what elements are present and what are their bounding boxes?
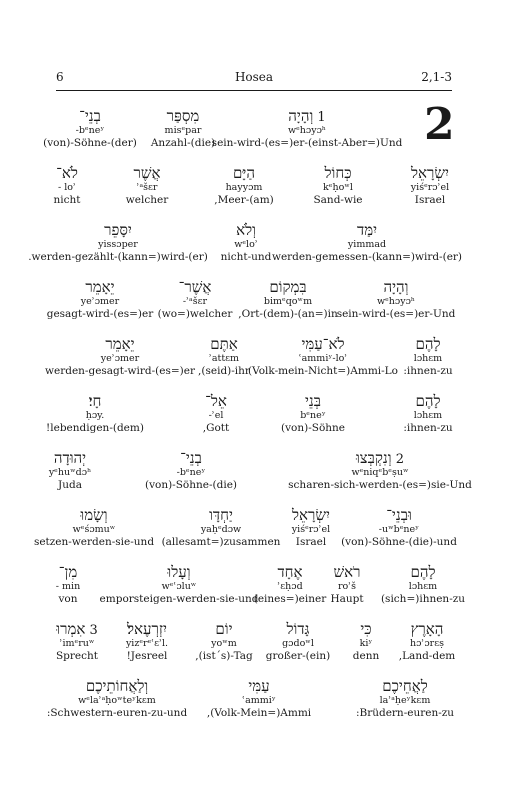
hebrew-word — [337, 279, 456, 296]
german-gloss: scharen-sich-werden-(es=)sie-Und — [288, 479, 472, 491]
hebrew-text: כִּי — [360, 620, 372, 638]
interlinear-line — [46, 278, 456, 335]
interlinear-line — [48, 449, 472, 506]
german-gloss: werden-gemessen-(kann=)wird-(er) — [271, 251, 463, 263]
german-gloss: (wo=)welcher — [157, 308, 233, 320]
word-column — [49, 450, 91, 492]
transliteration: lɔhɛm — [413, 410, 443, 421]
german-gloss: (allesamt=)zusammen — [161, 536, 281, 548]
transliteration: hayyɔm — [225, 182, 263, 193]
interlinear-line — [50, 621, 454, 677]
hebrew-text: לָהֶם — [410, 563, 436, 581]
hebrew-text: אַתֶּם — [210, 335, 238, 353]
hebrew-text: יְהוּדָה — [53, 449, 87, 467]
transliteration: roʾš — [337, 581, 357, 592]
hebrew-word — [56, 564, 80, 581]
word-column — [399, 621, 456, 663]
book-title: Hosea — [234, 70, 274, 84]
hebrew-word — [47, 678, 187, 695]
transliteration: yiśᵉrɔʾel — [410, 182, 450, 193]
transliteration: yeʾɔmer — [100, 353, 140, 364]
german-gloss: ,Meer-(am) — [214, 194, 274, 206]
transliteration: -ʾel — [208, 410, 224, 421]
transliteration: misᵉpar — [164, 125, 202, 136]
hebrew-text: יַחְדָּו — [209, 506, 233, 524]
hebrew-text: לַאֲחֵיכֶם — [382, 677, 428, 695]
word-column — [56, 621, 98, 663]
hebrew-word — [46, 393, 144, 410]
hebrew-text: הָאָרֶץ — [410, 620, 444, 638]
hebrew-text: מִסְפַּר — [166, 107, 200, 125]
hebrew-word — [266, 621, 330, 638]
german-gloss: (von)-Söhne-(der) — [43, 137, 137, 149]
hebrew-text: לֹא־עַמִּי — [301, 335, 345, 353]
hebrew-text: יוֹם — [215, 620, 233, 638]
hebrew-word — [126, 621, 168, 638]
transliteration: -uʷbᵉneʸ — [378, 524, 420, 535]
german-gloss: nicht — [53, 194, 81, 206]
interlinear-line — [43, 107, 454, 164]
transliteration: laʾᵃḥeʸkɛm — [379, 695, 431, 706]
word-column — [238, 279, 338, 321]
hebrew-text: וְשָׂמוּ — [80, 506, 108, 524]
transliteration: wᵉlaʾᵃḥoʷteʸkɛm — [78, 695, 156, 706]
transliteration: bᵉneʸ — [300, 410, 326, 421]
transliteration: yimmad — [347, 239, 387, 250]
hebrew-word — [54, 165, 81, 182]
hebrew-text: וְלֹא — [236, 221, 256, 239]
word-column — [356, 678, 454, 720]
hebrew-word — [403, 336, 452, 353]
word-column — [56, 564, 80, 606]
hebrew-text: יִמַּד — [356, 221, 378, 239]
transliteration: ʿammiʸ-loʾ — [298, 353, 348, 364]
german-gloss: ,(Volk-Mein=)Ammi — [206, 707, 312, 719]
hebrew-word — [212, 108, 403, 125]
german-gloss: gesagt-wird-(es=)er — [46, 308, 154, 320]
transliteration: wᵉniqᵉbᵉṣuʷ — [351, 467, 409, 478]
word-column — [126, 621, 168, 663]
interlinear-line — [33, 506, 457, 563]
hebrew-text: בְנֵי־ — [79, 107, 101, 125]
german-gloss: :ihnen-zu — [403, 422, 453, 434]
hebrew-word — [341, 507, 457, 524]
hebrew-word — [43, 108, 137, 125]
word-column — [145, 450, 237, 492]
hebrew-word — [126, 165, 168, 182]
word-column — [47, 279, 154, 321]
hebrew-word — [207, 678, 311, 695]
german-gloss: von — [58, 593, 78, 605]
hebrew-text: לֹא־ — [56, 164, 78, 182]
hebrew-word — [403, 393, 452, 410]
interlinear-line — [50, 165, 454, 221]
hebrew-word — [353, 621, 379, 638]
word-column — [34, 507, 154, 549]
hebrew-word — [151, 108, 215, 125]
hebrew-text: גָּדוֹל — [286, 620, 310, 638]
hebrew-word — [28, 222, 208, 239]
hebrew-text: אֲשֶׁר — [133, 164, 161, 182]
german-gloss: setzen-werden-sie-und — [33, 536, 155, 548]
transliteration: yiśᵉrɔʾel — [291, 524, 331, 535]
hebrew-word — [203, 393, 230, 410]
hebrew-text: עַמִּי — [248, 677, 270, 695]
german-gloss: Israel — [295, 536, 327, 548]
hebrew-word — [399, 621, 456, 638]
german-gloss: ,(ist´s)-Tag — [195, 650, 253, 662]
hebrew-word — [272, 222, 462, 239]
hebrew-text: וְלַאֲחוֹתֵיכֶם — [85, 677, 149, 695]
hebrew-text: מִן־ — [58, 563, 78, 581]
german-gloss: Sand-wie — [313, 194, 363, 206]
transliteration: kᵉḥoʷl — [323, 182, 353, 193]
word-column — [272, 222, 462, 264]
german-gloss: Sprecht — [55, 650, 99, 662]
interlinear-line — [45, 335, 454, 392]
german-gloss: (von)-Söhne-(die)-und — [341, 536, 457, 548]
german-gloss: (von)-Söhne-(die) — [144, 479, 238, 491]
word-column — [221, 222, 272, 264]
hebrew-word — [292, 507, 330, 524]
german-gloss: welcher — [125, 194, 169, 206]
german-gloss: Haupt — [330, 593, 364, 605]
hebrew-text: וְהָיָה — [288, 107, 314, 125]
chapter-number: 2 — [424, 99, 455, 150]
german-gloss: :ihnen-zu — [403, 365, 453, 377]
transliteration: yᵉhuʷdɔʰ — [48, 467, 92, 478]
transliteration: lɔhɛm — [408, 581, 438, 592]
hebrew-word — [356, 678, 454, 695]
transliteration: ḥɔy. — [85, 410, 105, 421]
transliteration: wᵉśɔmuʷ — [72, 524, 116, 535]
word-column — [266, 621, 330, 663]
hebrew-text: וְנִקְבְּצוּ — [355, 449, 392, 467]
german-gloss: :Schwestern-euren-zu-und — [46, 707, 188, 719]
verse-reference: 2,1-3 — [421, 70, 452, 84]
transliteration: -bᵉneʸ — [75, 125, 105, 136]
hebrew-word — [195, 621, 252, 638]
hebrew-word — [254, 564, 327, 581]
transliteration: kiʸ — [359, 638, 373, 649]
transliteration: hɔʾɔrɛṣ — [409, 638, 444, 649]
word-column — [248, 336, 398, 378]
interlinear-line — [46, 677, 455, 734]
transliteration: ʾattɛm — [208, 353, 240, 364]
word-column — [54, 165, 81, 207]
hebrew-word — [100, 564, 259, 581]
german-gloss: ,Gott — [202, 422, 230, 434]
hebrew-text: אֵל־ — [205, 392, 227, 410]
hebrew-word — [411, 165, 449, 182]
transliteration: -ʾᵃšɛr — [182, 296, 208, 307]
verse-number: 2 — [391, 452, 405, 467]
hebrew-word — [238, 279, 338, 296]
transliteration: - min — [55, 581, 81, 592]
transliteration: yeʾɔmer — [80, 296, 120, 307]
hebrew-text: אֲשֶׁר־ — [178, 278, 212, 296]
german-gloss: ,Ort-(dem)-(an=)in — [238, 308, 338, 320]
hebrew-word — [56, 621, 98, 638]
word-column — [47, 678, 187, 720]
page-number: 6 — [56, 70, 64, 84]
verse-number: 3 — [85, 623, 98, 638]
interlinear-line — [46, 392, 454, 449]
transliteration: yissɔper — [98, 239, 138, 250]
hebrew-word — [221, 222, 272, 239]
german-gloss: nicht-und — [220, 251, 272, 263]
german-gloss: emporsteigen-werden-sie-und — [99, 593, 259, 605]
word-column — [207, 678, 311, 720]
word-column — [330, 564, 363, 606]
transliteration: ʾᵃšɛr — [136, 182, 158, 193]
hebrew-word — [281, 393, 345, 410]
interlinear-line — [28, 221, 463, 278]
word-column — [337, 279, 456, 321]
hebrew-word — [162, 507, 281, 524]
hebrew-text: לָהֶם — [415, 392, 441, 410]
hebrew-text: הַיָּם — [233, 164, 255, 182]
hebrew-word — [330, 564, 363, 581]
hebrew-word — [198, 336, 250, 353]
transliteration: - loʾ — [58, 182, 76, 193]
hebrew-word — [145, 450, 237, 467]
hebrew-text: יֵאָמֵר — [85, 278, 115, 296]
german-gloss: .werden-gezählt-(kann=)wird-(er) — [28, 251, 208, 263]
word-column — [411, 165, 449, 207]
word-column — [45, 336, 195, 378]
transliteration: wᵉhɔyɔʰ — [376, 296, 416, 307]
hebrew-text: יִזְרְעֶאל׃ — [127, 620, 167, 638]
word-column — [28, 222, 208, 264]
german-gloss: sein-wird-(es=)er-(einst-Aber=)Und — [211, 137, 403, 149]
word-column — [162, 507, 281, 549]
verse-number: 1 — [313, 110, 326, 125]
transliteration: yoʷm — [211, 638, 237, 649]
hebrew-word — [381, 564, 465, 581]
hebrew-text: אֶחָד — [277, 563, 303, 581]
word-column — [381, 564, 465, 606]
hebrew-text: בִּמְקוֹם — [269, 278, 307, 296]
german-gloss: (eines=)einer — [253, 593, 327, 605]
word-column — [198, 336, 250, 378]
word-column — [212, 108, 403, 150]
hebrew-text: אִמְרוּ — [56, 620, 86, 638]
german-gloss: (sich=)ihnen-zu — [380, 593, 466, 605]
transliteration: yizᵉrᵉʿɛʾl. — [125, 638, 169, 649]
hebrew-text: יִשְׂרָאֵל — [411, 164, 449, 182]
hebrew-word — [214, 165, 274, 182]
hebrew-word — [34, 507, 154, 524]
hebrew-text: יֵאָמֵר — [105, 335, 135, 353]
transliteration: lɔhɛm — [413, 353, 443, 364]
transliteration: -bᵉneʸ — [176, 467, 206, 478]
hebrew-text: בְּנֵי — [304, 392, 322, 410]
hebrew-text: לָהֶם — [415, 335, 441, 353]
hebrew-word — [288, 450, 472, 467]
hebrew-text: חָי׃ — [88, 392, 102, 410]
word-column — [126, 165, 168, 207]
hebrew-text: וּבְנֵי־ — [386, 506, 412, 524]
word-column — [151, 108, 215, 150]
header-rule — [56, 90, 452, 91]
word-column — [288, 450, 472, 492]
german-gloss: ,Land-dem — [398, 650, 456, 662]
hebrew-text: בְנֵי־ — [180, 449, 202, 467]
hebrew-text: וְהָיָה — [383, 278, 409, 296]
word-column — [100, 564, 259, 606]
transliteration: ʾɛḥɔd — [277, 581, 303, 592]
hebrew-word — [248, 336, 398, 353]
transliteration: wᵉʿɔluʷ — [161, 581, 197, 592]
word-column — [158, 279, 233, 321]
hebrew-text: יִשְׂרָאֵל — [292, 506, 330, 524]
transliteration: bimᵉqoʷm — [263, 296, 313, 307]
word-column — [195, 621, 252, 663]
word-column — [353, 621, 379, 663]
german-gloss: (Volk-mein-Nicht=)Ammi-Lo — [248, 365, 398, 377]
hebrew-word — [49, 450, 91, 467]
hebrew-word — [47, 279, 154, 296]
german-gloss: denn — [352, 650, 380, 662]
german-gloss: Juda — [58, 479, 82, 491]
german-gloss: (von)-Söhne — [280, 422, 346, 434]
german-gloss: großer-(ein) — [265, 650, 331, 662]
word-column — [292, 507, 330, 549]
german-gloss: sein-wird-(es=)er-Und — [336, 308, 456, 320]
german-gloss: Israel — [414, 194, 446, 206]
transliteration: ʾimᵉruʷ — [59, 638, 95, 649]
transliteration: wᵉloʾ — [234, 239, 258, 250]
transliteration: yaḥᵉdɔw — [200, 524, 242, 535]
word-column — [46, 393, 144, 435]
word-column — [403, 393, 452, 435]
word-column — [214, 165, 274, 207]
word-column — [43, 108, 137, 150]
hebrew-text: כְּחוֹל — [324, 164, 352, 182]
transliteration: ʿammiʸ — [242, 695, 276, 706]
hebrew-word — [158, 279, 233, 296]
word-column — [254, 564, 327, 606]
german-gloss: !lebendigen-(dem) — [46, 422, 144, 434]
hebrew-text: יִסָּפֵר — [104, 221, 132, 239]
hebrew-word — [313, 165, 362, 182]
german-gloss: :Brüdern-euren-zu — [355, 707, 455, 719]
hebrew-text: וְעָלוּ — [167, 563, 191, 581]
word-column — [341, 507, 457, 549]
german-gloss: ,(seid)-ihr — [198, 365, 250, 377]
german-gloss: !Jesreel — [126, 650, 168, 662]
hebrew-text: רֹאשׁ — [333, 563, 361, 581]
hebrew-word — [45, 336, 195, 353]
german-gloss: werden-gesagt-wird-(es=)er — [45, 365, 195, 377]
word-column — [313, 165, 362, 207]
page-header — [56, 70, 452, 88]
german-gloss: Anzahl-(die) — [150, 137, 216, 149]
word-column — [203, 393, 230, 435]
transliteration: wᵉhɔyɔʰ — [287, 125, 327, 136]
word-column — [403, 336, 452, 378]
transliteration: gɔdoʷl — [282, 638, 314, 649]
interlinear-line — [50, 563, 466, 620]
word-column — [281, 393, 345, 435]
